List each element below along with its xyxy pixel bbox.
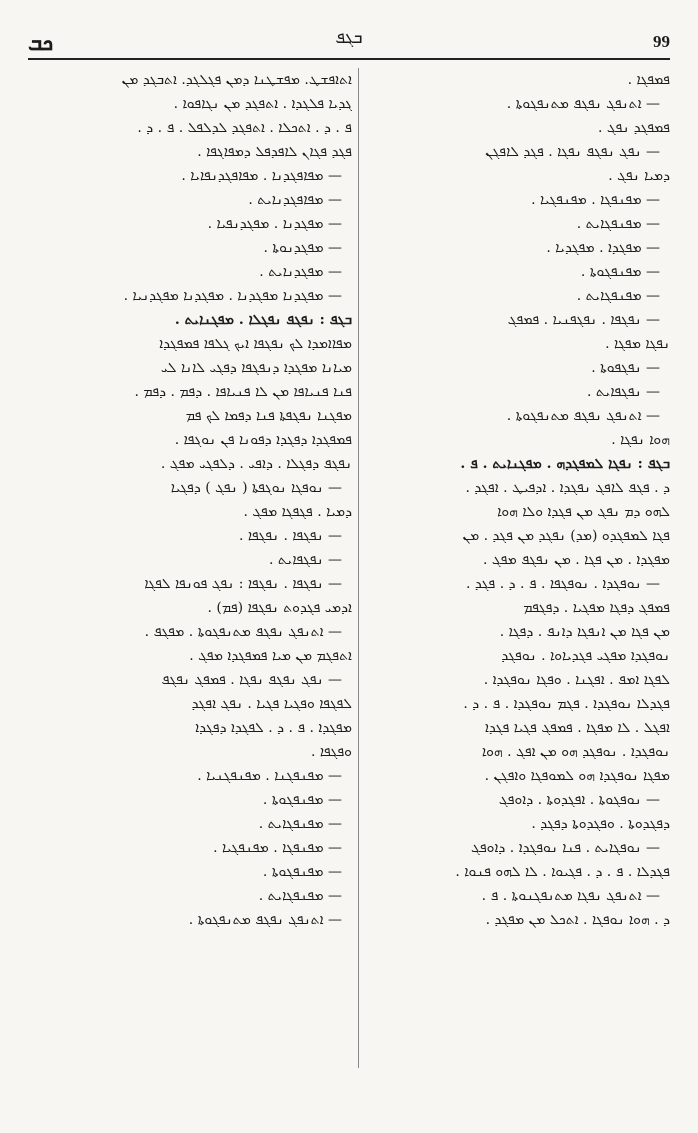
sub-entry-line: — ܡܦܓܕܢܐ ܡܦܓܕܢܐ . ܡܦܓܕܢܐ ܡܦܓܕܢܝܐ . xyxy=(123,288,342,304)
sub-entry-line: — ܡܦܢܦܓܐܝܬ . xyxy=(258,888,342,904)
sub-entry-line: — ܐܬܢܦܓ ܢܦܓܦ ܡܬܢܦܓܘܬܐ . ܡܦܓܦ . xyxy=(144,624,342,640)
header-rule xyxy=(28,58,670,60)
text-line: ܢܘܦܓܕܐ ܡܦܓܝ ܦܓܕܝܐܘܐ . ܢܘܦܓܕ xyxy=(501,648,670,664)
sub-entry-line: — ܢܘܦܓܐܝܬ . ܦܢܐ ܢܘܦܓܕܐ . ܕܐܘܦܓ xyxy=(471,840,660,856)
text-line: ܠܗܘ ܕܡ ܢܦܓ ܡܢ ܦܓܕܐ ܘܠܐ ܗܘܐ xyxy=(497,504,670,520)
sub-entry-line: — ܢܦܓܦܘܬܐ . xyxy=(591,360,660,376)
sub-entry-line: — ܡܦܢܦܓܐ . ܡܦܢܦܓܝܐ . xyxy=(531,192,660,208)
sub-entry-line: — ܡܦܓܕܢܘܬܐ . xyxy=(263,240,342,256)
entry-headword-line: ܒܓܦ : ܢܦܓܦ ܢܦܓܠܐ . ܡܦܓܢܐܝܬ . xyxy=(174,312,352,328)
sub-entry-line: — ܡܦܢܦܓܘܬܐ . xyxy=(262,792,342,808)
text-line: ܦܓܕ ܦܓܐܢ ܠܐܦܕܦܠ ܕܡܦܐܓܦܐ . xyxy=(197,144,352,160)
sub-entry-line: — ܢܦܓܦܐ . ܢܦܓܦܢܝܐ . ܦܡܦܓ xyxy=(507,312,660,328)
sub-entry-line: — ܢܦܓ ܢܦܓܦ ܢܦܓܐ . ܦܓܕ ܠܐܦܓܢ xyxy=(485,144,660,160)
page-number-left: ܟܒ xyxy=(28,30,54,56)
text-line: ܡܦܓܕܐ . ܦ . ܕ . ܠܦܓܕܐ ܕܦܓܕܐ xyxy=(195,720,352,736)
right-column xyxy=(366,68,670,1088)
sub-entry-line: — ܢܦܓ ܢܦܓܦ ܢܦܓܐ . ܦܡܦܓ ܢܦܓܦ xyxy=(161,672,342,688)
sub-entry-line: — ܢܘܦܓܐ ܢܘܓܦܬܐ ( ܢܦܓ ) ܕܦܓܝܐ xyxy=(170,480,342,496)
left-column xyxy=(28,68,352,1088)
text-line: ܡܦܓܐ ܢܘܦܓܕܐ ܗܘ ܠܡܘܦܓܐ ܘܐܦܓܢ . xyxy=(484,768,670,784)
text-line: ܦܡܦܓܕܐ ܕܦܓܕܐ ܕܦܘܢܐ ܦܢ ܢܘܓܦܐ . xyxy=(174,432,352,448)
sub-entry-line: — ܡܦܢܦܓܘܬܐ . xyxy=(580,264,660,280)
text-line: ܡܢ ܦܓܐ ܡܢ ܐܢܦܓܐ ܕܐܢܦ . ܕܦܓܐ . xyxy=(499,624,670,640)
sub-entry-line: — ܡܦܢܦܓܐܝܬ . xyxy=(576,216,660,232)
sub-entry-line: — ܡܦܐܦܓܕܢܐ . ܡܦܐܦܓܕܢܦܐܝܐ . xyxy=(181,168,342,184)
sub-entry-line: — ܡܦܢܦܓܢܐ . ܡܦܢܦܓܢܝܐ . xyxy=(197,768,342,784)
sub-entry-line: — ܢܘܦܓܘܬܐ . ܐܦܓܕܘܬܐ . ܕܐܘܦܓ xyxy=(498,792,660,808)
sub-entry-line: — ܐܬܢܦܓ ܢܦܓܦ ܡܬܢܦܓܘܬܐ . xyxy=(188,912,342,928)
text-line: ܦܢܐ ܦܢܝܐܦܐ ܡܢ ܠܐ ܦܢܝܐܦܐ . ܕܦܡ . ܕܦܡ . xyxy=(134,384,352,400)
sub-entry-line: — ܡܦܢܦܓܐܝܬ . xyxy=(258,816,342,832)
sub-entry-line: — ܡܦܓܕܐ . ܡܦܓܕܝܐ . xyxy=(546,240,660,256)
text-line: ܦܡܦܓ ܕܦܓܐ ܡܦܓܝܐ . ܕܦܓܦܡ xyxy=(523,600,670,616)
sub-entry-line: — ܡܦܐܦܓܕܢܐܝܬ . xyxy=(248,192,342,208)
text-line: ܕܡܝܐ ܢܦܓ . xyxy=(608,168,670,184)
text-line: ܡܦܓܢܐ ܢܦܓܦܬܐ ܦܢܐ ܕܦܡܐ ܠܟ ܦܡ xyxy=(185,408,352,424)
text-line: ܦܓܐ ܠܡܦܓܕܘ (ܡܕ) ܢܦܓܕ ܡܢ ܦܓܕ . ܡܢ xyxy=(462,528,670,544)
text-line: ܕ . ܗܘܐ ܢܘܦܓܐ . ܐܬܟܠ ܡܢ ܡܦܓܕ . xyxy=(485,912,670,928)
text-line: ܦܓܕܠܐ ܢܘܦܓܕܐ . ܦܓܡ ܢܘܦܓܕܐ . ܦ . ܕ . xyxy=(463,696,670,712)
sub-entry-line: — ܢܦܓܦܐ . ܢܦܓܦܐ : ܢܦܓ ܦܘܢܦܐ ܠܦܓܐ xyxy=(144,576,342,592)
text-line: ܦ . ܕ . ܐܬܟܠܐ . ܐܬܦܓܕ ܠܕܠܦܠ . ܦ . ܕ . xyxy=(137,120,352,136)
entry-headword-line: ܒܓܦ : ܢܦܓܐ ܠܡܦܓܕܗ . ܡܦܓܢܐܝܬ . ܦ . xyxy=(460,456,670,472)
running-title: ܒܓܦ xyxy=(335,28,363,48)
sub-entry-line: — ܢܦܓܦܐܝܬ . xyxy=(268,552,342,568)
column-divider xyxy=(358,68,359,1068)
sub-entry-line: — ܡܦܢܦܓܐ . ܡܦܢܦܓܝܐ . xyxy=(213,840,342,856)
sub-entry-line: — ܐܬܢܦܓ ܢܦܓܐ ܡܬܢܦܓܢܘܬܐ . ܦ . xyxy=(481,888,660,904)
text-line: ܦܡܦܓܕ ܢܦܓ . xyxy=(597,120,670,136)
text-line: ܢܦܓܐ ܡܦܓܐ . xyxy=(605,336,670,352)
text-line: ܐܬܦܓܡ ܡܢ ܡܝܐ ܦܡܦܓܕܐ ܡܦܓ . xyxy=(189,648,352,664)
text-line: ܕܡܝܐ . ܦܓܦܓܐ ܡܦܓ . xyxy=(243,504,352,520)
text-line: ܦܓܕܠܐ . ܦ . ܕ . ܦܓܝܘܐ . ܠܐ ܠܗܘ ܦܢܘܐ . xyxy=(455,864,670,880)
text-line: ܐܬܐܦܫܛ. ܡܦܫܛܢܐ ܕܡܢ ܦܓܠܓܕ. ܐܬܒܓܕ ܡܢ xyxy=(121,72,352,88)
text-line: ܡܦܓܕܐ . ܡܢ ܦܓܐ . ܡܢ ܢܦܓܦ ܡܦܓ . xyxy=(483,552,670,568)
text-line: ܐܦܓܠ . ܠܐ ܡܦܓܐ . ܦܡܦܓ ܦܓܝܐ ܦܓܕܐ xyxy=(484,720,670,736)
sub-entry-line: — ܡܦܓܕܢܐܝܬ . xyxy=(259,264,342,280)
sub-entry-line: — ܡܦܢܦܓܘܬܐ . xyxy=(262,864,342,880)
text-line: ܕ . ܦܓܦ ܠܐܦܓ ܢܦܓܕܐ . ܐܕܦܝܛ . ܐܦܓܕ . xyxy=(465,480,670,496)
sub-entry-line: — ܢܘܦܓܕܐ . ܢܘܦܓܦܐ . ܦ . ܕ . ܦܓܕ . xyxy=(465,576,660,592)
text-line: ܢܘܦܓܕܐ . ܢܘܦܓܕ ܗܘ ܡܢ ܐܦܓ . ܗܘܐ xyxy=(481,744,670,760)
sub-entry-line: — ܡܦܢܦܓܐܝܬ . xyxy=(576,288,660,304)
page-number-right: 99 xyxy=(653,32,670,51)
sub-entry-line: — ܡܦܓܕܢܐ . ܡܦܓܕܢܦܝܐ . xyxy=(207,216,342,232)
text-line: ܠܦܓܦܐ ܘܦܓܝܐ ܦܓܝܐ . ܢܦܓ ܐܦܓܕ xyxy=(191,696,352,712)
text-line: ܠܦܓܐ ܐܡܦ . ܐܦܓܢܐ . ܘܦܓܐ ܢܘܦܓܕܐ . xyxy=(483,672,670,688)
sub-entry-line: — ܐܬܢܦܓ ܢܦܓܦ ܡܬܢܦܓܘܬܐ . xyxy=(506,96,660,112)
sub-entry-line: — ܢܦܓܦܐܝܬ . xyxy=(586,384,660,400)
text-line: ܕܦܓܕܘܬܐ . ܘܦܓܕܘܬܐ ܕܦܓܕ . xyxy=(531,816,670,832)
sub-entry-line: — ܢܦܓܦܐ . ܢܦܓܦܐ . xyxy=(238,528,342,544)
text-line: ܗܘܐ ܢܦܓܐ . xyxy=(611,432,670,448)
text-line: ܓܕܝܐ ܦܠܓܕܐ . ܐܬܦܓܕ ܡܢ ܢܓܐܦܘܐ . xyxy=(173,96,352,112)
text-line: ܢܦܓܦ ܕܦܓܠܐ . ܕܐܦܝ . ܕܠܦܓܝ ܡܦܓ . xyxy=(160,456,352,472)
text-line: ܘܦܓܦܐ . xyxy=(310,744,352,760)
text-line: ܡܝܐܢܐ ܡܦܓܕܐ ܕܢܦܓܦܐ ܕܦܓܝ ܠܐܢܐ ܠܝ xyxy=(160,360,352,376)
text-line: ܦܡܦܓܐ . xyxy=(627,72,670,88)
sub-entry-line: — ܐܬܢܦܓ ܢܦܓܦ ܡܬܢܦܓܘܬܐ . xyxy=(506,408,660,424)
text-line: ܐܕܡܝ ܦܓܕܘܬ ܢܦܓܦܐ (ܦܡ) . xyxy=(207,600,352,616)
text-line: ܡܦܐܐܡܕܐ ܠܟ ܢܦܓܦܐ ܐܝܟ ܓܠܦܐ ܦܡܦܓܕܐ xyxy=(159,336,352,352)
